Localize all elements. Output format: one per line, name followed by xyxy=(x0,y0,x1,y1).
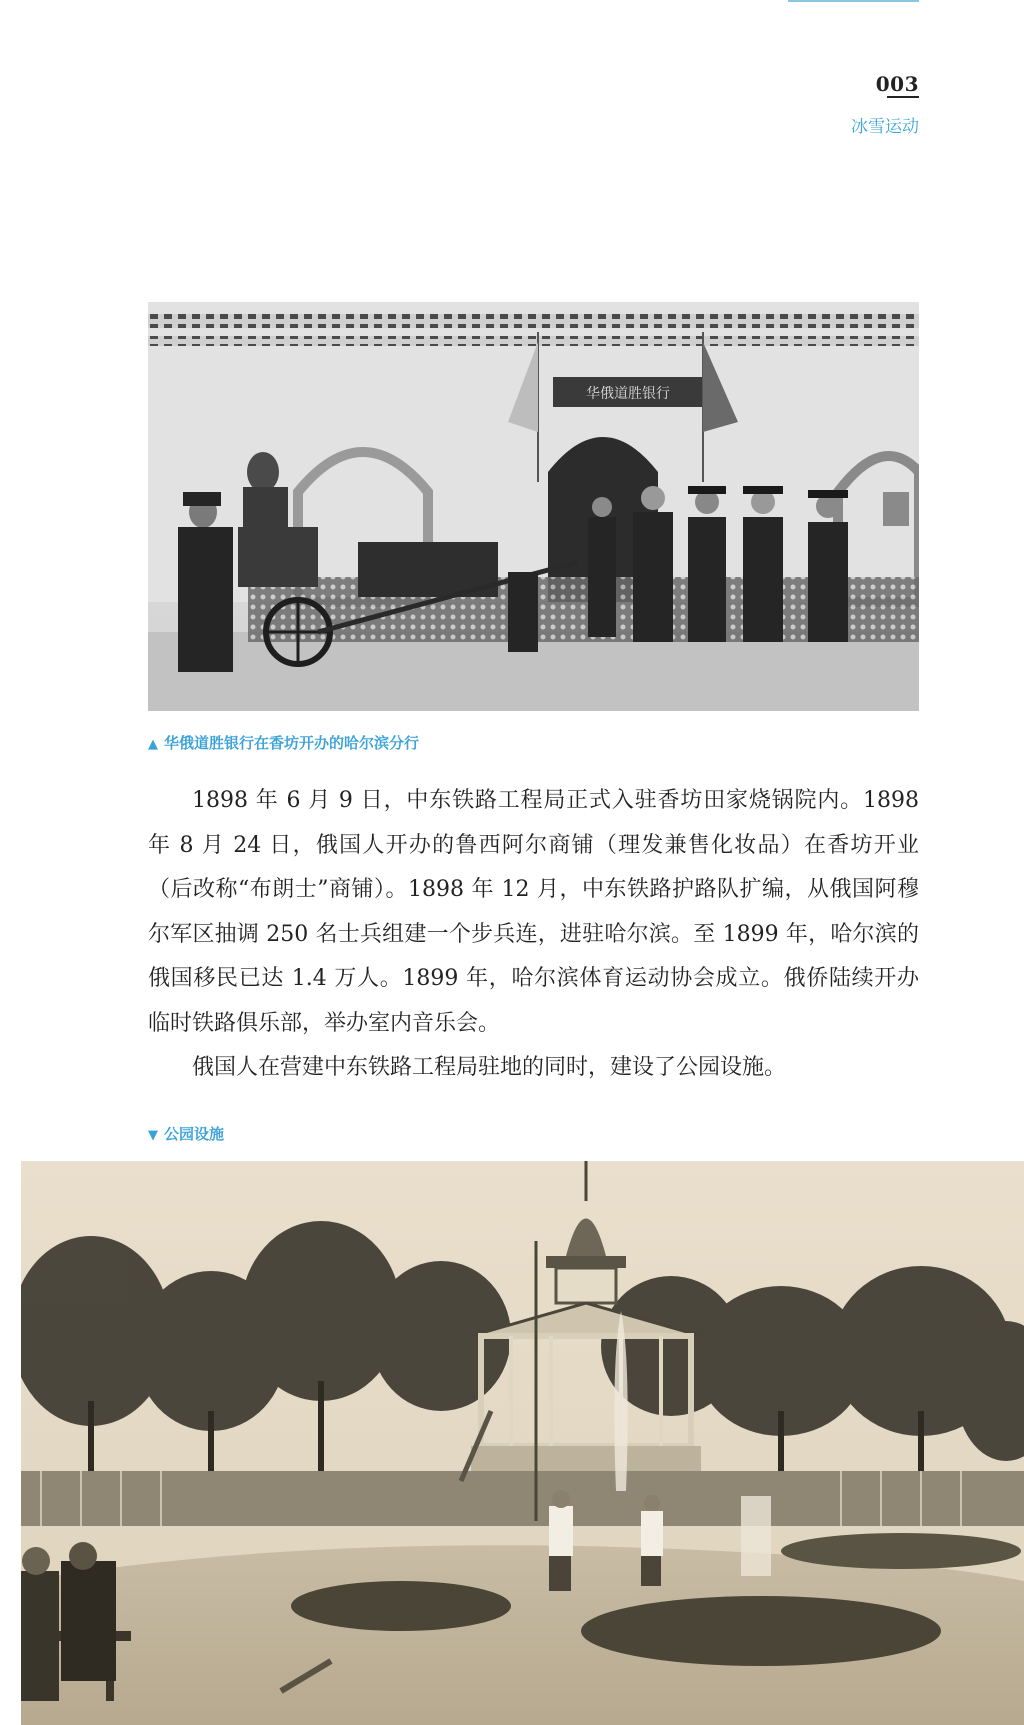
photo1-caption xyxy=(148,732,419,753)
caption-down-triangle-icon: ▼ xyxy=(148,1128,158,1143)
section-label: 冰雪运动 xyxy=(851,117,919,137)
page-number: 003 xyxy=(875,72,919,96)
caption-up-triangle-icon: ▲ xyxy=(148,737,158,752)
body-paragraph-1: 1898 年 6 月 9 日，中东铁路工程局正式入驻香坊田家烧锅院内。1898 年 8 月 24 日，俄国人开办的鲁西阿尔商铺（理发兼售化妆品）在香坊开业（后改称“布朗士”商铺）。1898 年 12 月，中东铁路护路队扩编，从俄国阿穆尔军区抽调 250 名士兵组建一个步兵连，进驻哈尔滨。至 1899 年，哈尔滨的俄国移民已达 1.4 万人。1899 年，哈尔滨体育运动协会成立。俄侨陆续开办临时铁路俱乐部，举办室内音乐会。 xyxy=(148,788,919,1036)
bank-branch-photo xyxy=(148,302,919,711)
photo2-caption xyxy=(148,1123,224,1144)
page-number-underline xyxy=(887,96,919,98)
body-paragraph-2: 俄国人在营建中东铁路工程局驻地的同时，建设了公园设施。 xyxy=(192,1055,787,1080)
bank-sign-text: 华俄道胜银行 xyxy=(586,386,670,402)
park-pavilion-photo xyxy=(21,1161,1024,1725)
body-text xyxy=(148,779,919,1091)
photo1-caption-text: 华俄道胜银行在香坊开办的哈尔滨分行 xyxy=(164,734,420,752)
photo2-caption-text: 公园设施 xyxy=(164,1125,225,1143)
top-tab-accent xyxy=(788,0,919,2)
